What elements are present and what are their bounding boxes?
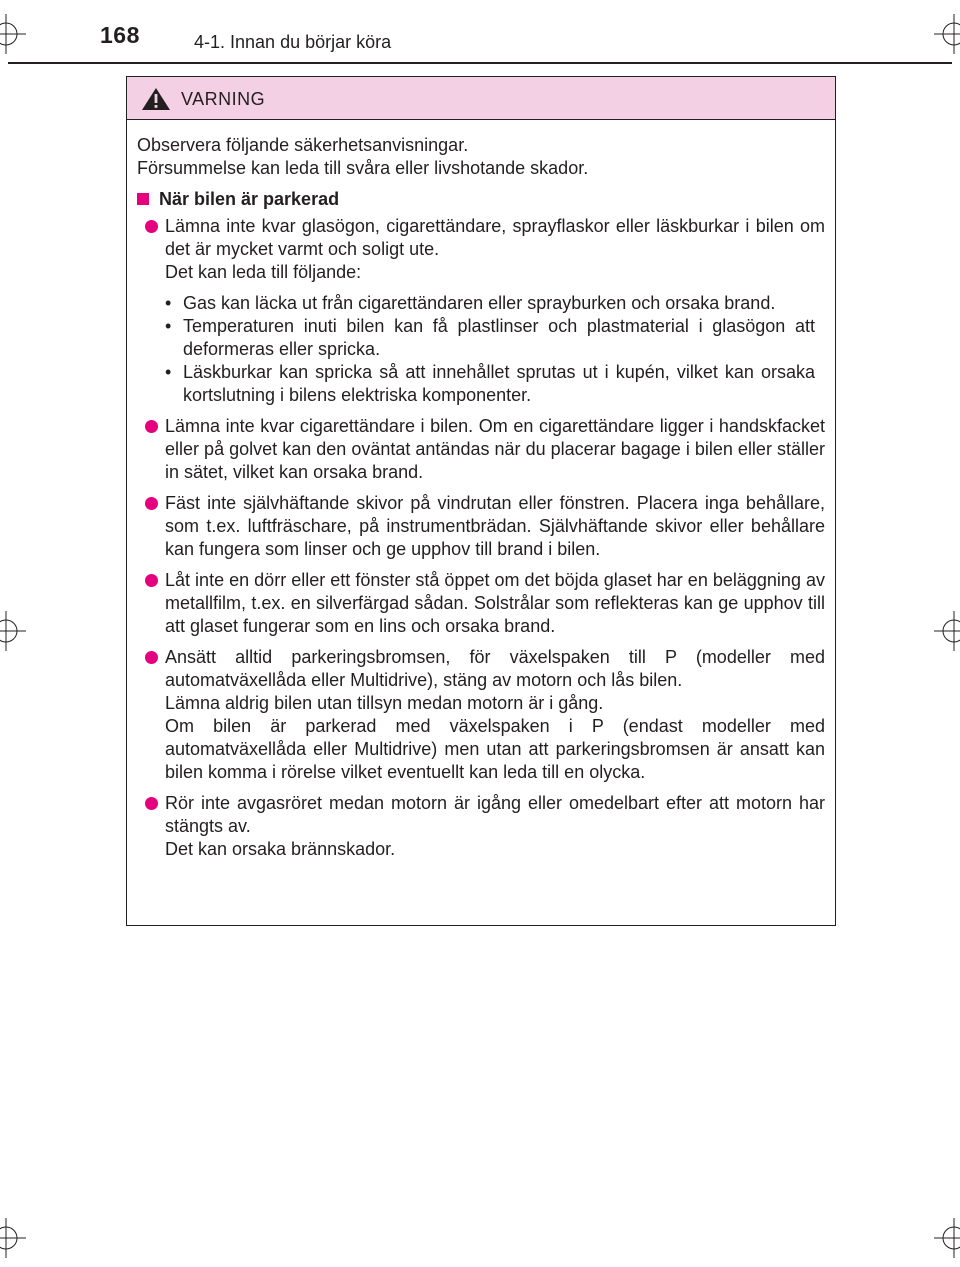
sub-list-item: [165, 292, 825, 315]
sub-list-item: [165, 315, 825, 361]
dot-bullet-icon: •: [165, 316, 172, 336]
registration-mark-icon: [934, 1218, 960, 1258]
round-bullet-icon: [145, 420, 158, 433]
subheading-text: När bilen är parkerad: [159, 189, 340, 209]
square-bullet-icon: [137, 193, 149, 205]
item-text: [165, 646, 825, 784]
item-text: [165, 569, 825, 638]
warning-triangle-icon: [141, 87, 171, 111]
list-item: [137, 492, 825, 561]
list-item: [137, 646, 825, 784]
list-item: [137, 215, 825, 407]
warning-intro: [137, 134, 825, 180]
dot-bullet-icon: •: [165, 362, 172, 382]
warning-box: [126, 76, 836, 926]
header-divider: [8, 62, 952, 64]
round-bullet-icon: [145, 797, 158, 810]
item-text: [165, 215, 825, 407]
registration-mark-icon: [934, 611, 960, 651]
section-title: 4-1. Innan du börjar köra: [194, 32, 392, 52]
item-paragraph: Fäst inte självhäftande skivor på vindrutan eller fönstren. Placera inga behållare, som t.ex. luftfräschare, på instrumentbrädan. Självhäftande skivor eller behållare kan fungera som linser och ge upphov till brand i bilen.: [165, 493, 825, 559]
round-bullet-icon: [145, 651, 158, 664]
sub-list-item-text: Gas kan läcka ut från cigarettändaren eller sprayburken och orsaka brand.: [183, 293, 776, 313]
round-bullet-icon: [145, 220, 158, 233]
round-bullet-icon: [145, 574, 158, 587]
sub-list-item-text: Läskburkar kan spricka så att innehållet sprutas ut i kupén, vilket kan orsaka kortslutning i bilens elektriska komponenter.: [183, 362, 815, 405]
round-bullet-icon: [145, 497, 158, 510]
warning-body: [127, 120, 835, 861]
list-item: [137, 415, 825, 484]
sub-list-item: [165, 361, 825, 407]
item-paragraph: Lämna aldrig bilen utan tillsyn medan motorn är i gång.: [165, 693, 604, 713]
item-paragraph: Rör inte avgasröret medan motorn är igång eller omedelbart efter att motorn har stängts av.: [165, 793, 825, 836]
registration-mark-icon: [0, 611, 26, 651]
list-item: [137, 792, 825, 861]
item-text: [165, 792, 825, 861]
item-paragraph: Låt inte en dörr eller ett fönster stå öppet om det böjda glaset har en beläggning av metallfilm, t.ex. en silverfärgad sådan. Solstrålar som reflekteras kan ge upphov till att glaset fungerar som en lins och orsaka brand.: [165, 570, 825, 636]
sub-list-item-text: Temperaturen inuti bilen kan få plastlinser och plastmaterial i glasögon att deformeras eller spricka.: [183, 316, 815, 359]
intro-line: Observera följande säkerhetsanvisningar.: [137, 135, 469, 155]
subheading: [137, 188, 825, 211]
item-paragraph: Om bilen är parkerad med växelspaken i P (endast modeller med automatväxellåda eller Multidrive) men utan att parkeringsbromsen är ansatt kan bilen komma i rörelse vilket eventuellt kan leda till en olycka.: [165, 716, 825, 782]
item-paragraph: Det kan leda till följande:: [165, 262, 362, 282]
item-paragraph: Det kan orsaka brännskador.: [165, 839, 396, 859]
item-text: [165, 492, 825, 561]
registration-mark-icon: [934, 14, 960, 54]
page-number: 168: [100, 22, 140, 48]
sub-list: [165, 292, 825, 407]
item-text: [165, 415, 825, 484]
intro-line: Försummelse kan leda till svåra eller livshotande skador.: [137, 158, 589, 178]
warning-header: [127, 77, 835, 120]
item-paragraph: Ansätt alltid parkeringsbromsen, för växelspaken till P (modeller med automatväxellåda eller Multidrive), stäng av motorn och lås bilen.: [165, 647, 825, 690]
item-paragraph: Lämna inte kvar glasögon, cigarettändare, sprayflaskor eller läskburkar i bilen om det är mycket varmt och soligt ute.: [165, 216, 825, 259]
registration-mark-icon: [0, 14, 26, 54]
warning-label: VARNING: [181, 89, 266, 109]
registration-mark-icon: [0, 1218, 26, 1258]
list-item: [137, 569, 825, 638]
item-paragraph: Lämna inte kvar cigarettändare i bilen. Om en cigarettändare ligger i handskfacket eller på golvet kan den oväntat antändas när du placerar bagage i bilen eller ställer in sätet, vilket kan orsaka brand.: [165, 416, 825, 482]
dot-bullet-icon: •: [165, 293, 172, 313]
